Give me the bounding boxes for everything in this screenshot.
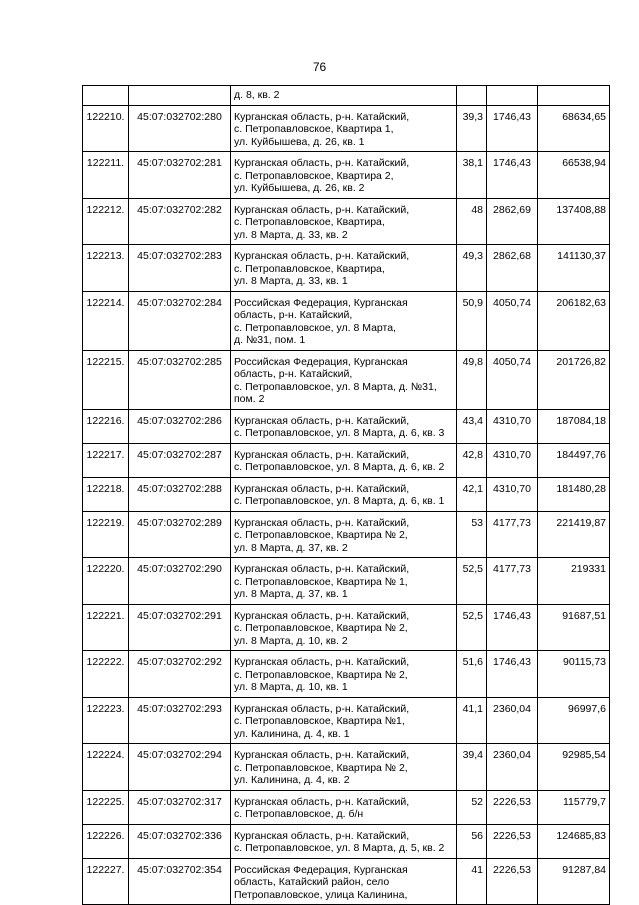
address-cell: Курганская область, р-н. Катайский, с. Петропавловское, ул. 8 Марта, д. 6, кв. 2 (231, 443, 457, 477)
row-number-cell: 122215. (83, 350, 129, 409)
unit-price-cell: 2360,04 (487, 697, 538, 744)
unit-price-cell: 2226,53 (487, 858, 538, 905)
cadastral-number-cell: 45:07:032702:283 (129, 245, 231, 292)
area-cell: 42,8 (457, 443, 487, 477)
cadastral-value-cell: 91687,51 (538, 604, 610, 651)
address-cell: Курганская область, р-н. Катайский, с. Петропавловское, Квартира №1, ул. Калинина, д. 4, кв. 1 (231, 697, 457, 744)
cadastral-value-cell: 184497,76 (538, 443, 610, 477)
area-cell: 49,8 (457, 350, 487, 409)
table-row (83, 105, 610, 152)
address-cell: Российская Федерация, Курганская область, р-н. Катайский, с. Петропавловское, ул. 8 Марта, д. №31, пом. 2 (231, 350, 457, 409)
unit-price-cell: 2862,69 (487, 198, 538, 245)
table-row (83, 697, 610, 744)
unit-price-cell: 1746,43 (487, 651, 538, 698)
area-cell: 41,1 (457, 697, 487, 744)
unit-price-cell: 4050,74 (487, 350, 538, 409)
unit-price-cell: 2360,04 (487, 744, 538, 791)
row-number-cell: 122216. (83, 409, 129, 443)
row-number-cell: 122211. (83, 152, 129, 199)
cadastral-value-cell: 96997,6 (538, 697, 610, 744)
area-cell: 52,5 (457, 558, 487, 605)
cadastral-value-cell (538, 86, 610, 106)
cadastral-value-cell: 219331 (538, 558, 610, 605)
row-number-cell: 122222. (83, 651, 129, 698)
area-cell: 39,4 (457, 744, 487, 791)
table-row (83, 744, 610, 791)
area-cell: 53 (457, 511, 487, 558)
table-row (83, 409, 610, 443)
address-cell: Курганская область, р-н. Катайский, с. Петропавловское, Квартира № 1, ул. 8 Марта, д. 37, кв. 1 (231, 558, 457, 605)
cadastral-number-cell: 45:07:032702:291 (129, 604, 231, 651)
row-number-cell: 122218. (83, 477, 129, 511)
cadastral-value-cell: 115779,7 (538, 790, 610, 824)
row-number-cell: 122210. (83, 105, 129, 152)
area-cell (457, 86, 487, 106)
unit-price-cell: 2226,53 (487, 824, 538, 858)
cadastral-number-cell: 45:07:032702:288 (129, 477, 231, 511)
unit-price-cell: 1746,43 (487, 604, 538, 651)
table-row (83, 511, 610, 558)
address-cell: Курганская область, р-н. Катайский, с. Петропавловское, Квартира № 2, ул. 8 Марта, д. 10, кв. 1 (231, 651, 457, 698)
address-cell: Курганская область, р-н. Катайский, с. Петропавловское, Квартира, ул. 8 Марта, д. 33, кв. 1 (231, 245, 457, 292)
row-number-cell (83, 86, 129, 106)
cadastral-value-cell: 66538,94 (538, 152, 610, 199)
area-cell: 39,3 (457, 105, 487, 152)
cadastral-number-cell: 45:07:032702:354 (129, 858, 231, 905)
cadastral-value-cell: 68634,65 (538, 105, 610, 152)
area-cell: 41 (457, 858, 487, 905)
row-number-cell: 122212. (83, 198, 129, 245)
table-row (83, 790, 610, 824)
area-cell: 50,9 (457, 291, 487, 350)
cadastral-number-cell: 45:07:032702:292 (129, 651, 231, 698)
cadastral-number-cell: 45:07:032702:285 (129, 350, 231, 409)
unit-price-cell: 2862,68 (487, 245, 538, 292)
cadastral-number-cell: 45:07:032702:293 (129, 697, 231, 744)
cadastral-value-cell: 181480,28 (538, 477, 610, 511)
cadastral-value-cell: 187084,18 (538, 409, 610, 443)
address-cell: Курганская область, р-н. Катайский, с. Петропавловское, ул. 8 Марта, д. 6, кв. 3 (231, 409, 457, 443)
row-number-cell: 122226. (83, 824, 129, 858)
unit-price-cell: 4310,70 (487, 477, 538, 511)
cadastral-value-cell: 141130,37 (538, 245, 610, 292)
table-row (83, 477, 610, 511)
cadastral-value-cell: 124685,83 (538, 824, 610, 858)
cadastral-number-cell: 45:07:032702:317 (129, 790, 231, 824)
table-row (83, 858, 610, 905)
address-cell: Курганская область, р-н. Катайский, с. Петропавловское, Квартира № 2, ул. 8 Марта, д. 37, кв. 2 (231, 511, 457, 558)
address-cell: Российская Федерация, Курганская область, Катайский район, село Петропавловское, улица Калинина, (231, 858, 457, 905)
cadastral-value-cell: 206182,63 (538, 291, 610, 350)
unit-price-cell: 4310,70 (487, 409, 538, 443)
address-cell: Курганская область, р-н. Катайский, с. Петропавловское, Квартира № 2, ул. 8 Марта, д. 10, кв. 2 (231, 604, 457, 651)
address-cell: Курганская область, р-н. Катайский, с. Петропавловское, Квартира 2, ул. Куйбышева, д. 26, кв. 2 (231, 152, 457, 199)
address-cell: Курганская область, р-н. Катайский, с. Петропавловское, д. б/н (231, 790, 457, 824)
cadastral-value-cell: 137408,88 (538, 198, 610, 245)
address-cell: Курганская область, р-н. Катайский, с. Петропавловское, Квартира № 2, ул. Калинина, д. 4, кв. 2 (231, 744, 457, 791)
area-cell: 51,6 (457, 651, 487, 698)
table-row (83, 350, 610, 409)
cadastral-number-cell: 45:07:032702:336 (129, 824, 231, 858)
address-cell: Курганская область, р-н. Катайский, с. Петропавловское, Квартира, ул. 8 Марта, д. 33, кв. 2 (231, 198, 457, 245)
cadastral-number-cell: 45:07:032702:287 (129, 443, 231, 477)
row-number-cell: 122214. (83, 291, 129, 350)
area-cell: 48 (457, 198, 487, 245)
cadastral-number-cell: 45:07:032702:286 (129, 409, 231, 443)
cadastral-number-cell: 45:07:032702:290 (129, 558, 231, 605)
cadastral-number-cell: 45:07:032702:284 (129, 291, 231, 350)
cadastral-number-cell (129, 86, 231, 106)
table-row (83, 245, 610, 292)
row-number-cell: 122221. (83, 604, 129, 651)
area-cell: 56 (457, 824, 487, 858)
cadastral-number-cell: 45:07:032702:281 (129, 152, 231, 199)
table-row (83, 558, 610, 605)
row-number-cell: 122225. (83, 790, 129, 824)
area-cell: 49,3 (457, 245, 487, 292)
table-row (83, 86, 610, 106)
row-number-cell: 122224. (83, 744, 129, 791)
table-row (83, 824, 610, 858)
address-cell: Курганская область, р-н. Катайский, с. Петропавловское, ул. 8 Марта, д. 5, кв. 2 (231, 824, 457, 858)
address-cell: Курганская область, р-н. Катайский, с. Петропавловское, Квартира 1, ул. Куйбышева, д. 26, кв. 1 (231, 105, 457, 152)
property-registry-table (82, 85, 610, 905)
row-number-cell: 122220. (83, 558, 129, 605)
area-cell: 52,5 (457, 604, 487, 651)
unit-price-cell (487, 86, 538, 106)
cadastral-value-cell: 91287,84 (538, 858, 610, 905)
area-cell: 38,1 (457, 152, 487, 199)
cadastral-number-cell: 45:07:032702:289 (129, 511, 231, 558)
table-row (83, 291, 610, 350)
area-cell: 52 (457, 790, 487, 824)
unit-price-cell: 1746,43 (487, 105, 538, 152)
cadastral-value-cell: 221419,87 (538, 511, 610, 558)
unit-price-cell: 4050,74 (487, 291, 538, 350)
unit-price-cell: 1746,43 (487, 152, 538, 199)
area-cell: 43,4 (457, 409, 487, 443)
table-row (83, 198, 610, 245)
address-cell: Курганская область, р-н. Катайский, с. Петропавловское, ул. 8 Марта, д. 6, кв. 1 (231, 477, 457, 511)
cadastral-value-cell: 92985,54 (538, 744, 610, 791)
row-number-cell: 122227. (83, 858, 129, 905)
unit-price-cell: 4177,73 (487, 511, 538, 558)
cadastral-value-cell: 201726,82 (538, 350, 610, 409)
row-number-cell: 122219. (83, 511, 129, 558)
table-row (83, 651, 610, 698)
cadastral-number-cell: 45:07:032702:280 (129, 105, 231, 152)
row-number-cell: 122217. (83, 443, 129, 477)
table-row (83, 443, 610, 477)
cadastral-number-cell: 45:07:032702:294 (129, 744, 231, 791)
cadastral-number-cell: 45:07:032702:282 (129, 198, 231, 245)
address-cell: Российская Федерация, Курганская область, р-н. Катайский, с. Петропавловское, ул. 8 Марта, д. №31, пом. 1 (231, 291, 457, 350)
address-cell: д. 8, кв. 2 (231, 86, 457, 106)
table-row (83, 604, 610, 651)
row-number-cell: 122213. (83, 245, 129, 292)
unit-price-cell: 4310,70 (487, 443, 538, 477)
cadastral-value-cell: 90115,73 (538, 651, 610, 698)
unit-price-cell: 4177,73 (487, 558, 538, 605)
unit-price-cell: 2226,53 (487, 790, 538, 824)
table-row (83, 152, 610, 199)
page-number: 76 (312, 60, 327, 74)
area-cell: 42,1 (457, 477, 487, 511)
row-number-cell: 122223. (83, 697, 129, 744)
